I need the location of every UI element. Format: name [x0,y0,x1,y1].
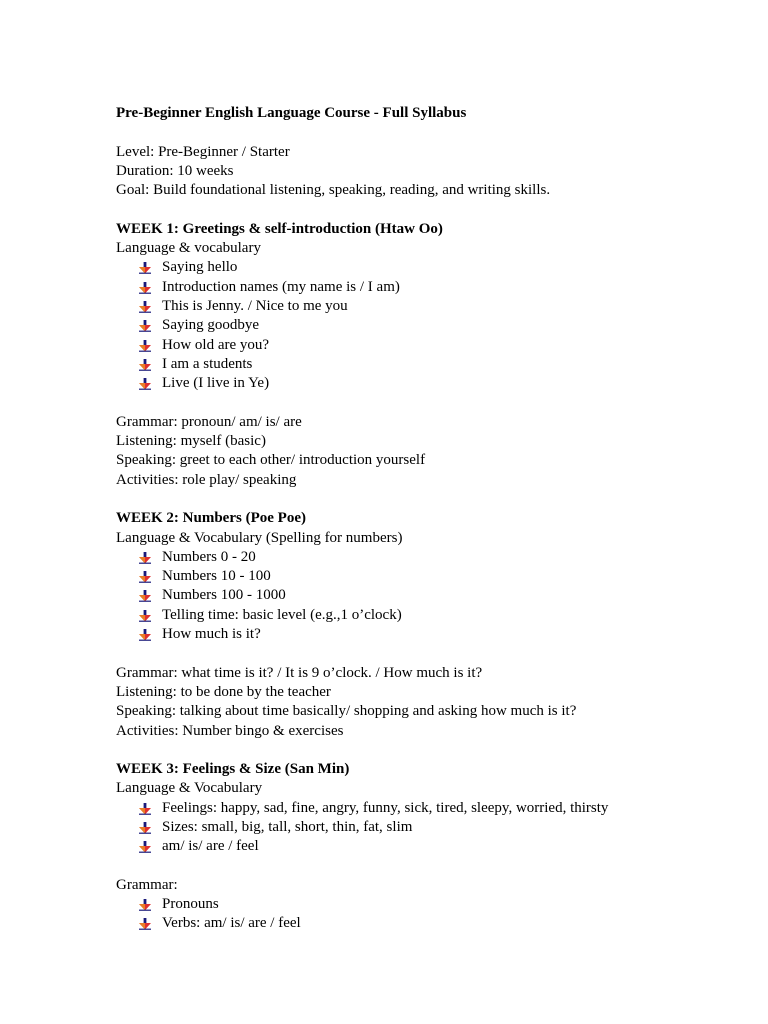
list-item-text: Pronouns [162,896,219,913]
list-item-text: Numbers 100 - 1000 [162,587,286,604]
down-arrow-bullet-icon [139,340,151,352]
list-item [116,278,736,297]
level-line: Level: Pre-Beginner / Starter [116,143,290,160]
list-item-text: Verbs: am/ is/ are / feel [162,915,301,932]
list-item [116,374,736,393]
down-arrow-bullet-icon [139,590,151,602]
week1-bullet-list [116,258,736,393]
document-page [116,104,736,934]
list-item [116,837,736,856]
list-item [116,297,736,316]
list-item-text: Introduction names (my name is / I am) [162,278,400,295]
list-item [116,606,736,625]
week2-speaking: Speaking: talking about time basically/ shopping and asking how much is it? [116,703,577,720]
list-item-text: Numbers 10 - 100 [162,568,271,585]
down-arrow-bullet-icon [139,918,151,930]
week3-bullet-list [116,799,736,857]
list-item [116,818,736,837]
down-arrow-bullet-icon [139,610,151,622]
week2-listening: Listening: to be done by the teacher [116,683,331,700]
down-arrow-bullet-icon [139,803,151,815]
week3-grammar-label: Grammar: [116,876,178,893]
week2-heading: WEEK 2: Numbers (Poe Poe) [116,510,306,527]
week3-vocab-label: Language & Vocabulary [116,780,263,797]
list-item-text: I am a students [162,355,253,372]
list-item [116,316,736,335]
down-arrow-bullet-icon [139,899,151,911]
down-arrow-bullet-icon [139,552,151,564]
down-arrow-bullet-icon [139,571,151,583]
down-arrow-bullet-icon [139,262,151,274]
goal-line: Goal: Build foundational listening, speaking, reading, and writing skills. [116,182,551,199]
down-arrow-bullet-icon [139,320,151,332]
week1-grammar: Grammar: pronoun/ am/ is/ are [116,413,302,430]
week1-vocab-label: Language & vocabulary [116,240,261,257]
spacer [116,857,736,876]
duration-line: Duration: 10 weeks [116,162,234,179]
week2-bullet-list [116,548,736,644]
list-item [116,355,736,374]
down-arrow-bullet-icon [139,301,151,313]
list-item-text: Feelings: happy, sad, fine, angry, funny, sick, tired, sleepy, worried, thirsty [162,799,609,816]
week1-activities: Activities: role play/ speaking [116,471,297,488]
spacer [116,490,736,509]
week1-listening: Listening: myself (basic) [116,433,266,450]
list-item [116,914,736,933]
down-arrow-bullet-icon [139,359,151,371]
list-item [116,586,736,605]
down-arrow-bullet-icon [139,841,151,853]
list-item [116,336,736,355]
down-arrow-bullet-icon [139,378,151,390]
list-item-text: This is Jenny. / Nice to me you [162,297,348,314]
list-item-text: Live (I live in Ye) [162,375,270,392]
week2-activities: Activities: Number bingo & exercises [116,722,344,739]
list-item-text: Telling time: basic level (e.g.,1 o’clock) [162,606,402,623]
list-item [116,567,736,586]
document-title: Pre-Beginner English Language Course - Full Syllabus [116,105,467,121]
list-item [116,625,736,644]
week1-speaking: Speaking: greet to each other/ introduction yourself [116,452,426,469]
list-item-text: Saying goodbye [162,317,260,334]
down-arrow-bullet-icon [139,629,151,641]
down-arrow-bullet-icon [139,282,151,294]
down-arrow-bullet-icon [139,822,151,834]
list-item-text: am/ is/ are / feel [162,838,259,855]
list-item-text: How much is it? [162,626,261,643]
week1-heading: WEEK 1: Greetings & self-introduction (Htaw Oo) [116,220,443,237]
week2-vocab-label: Language & Vocabulary (Spelling for numbers) [116,529,403,546]
spacer [116,393,736,412]
spacer [116,644,736,663]
list-item-text: How old are you? [162,336,270,353]
list-item [116,548,736,567]
list-item [116,895,736,914]
list-item-text: Saying hello [162,259,238,276]
spacer [116,123,736,142]
list-item-text: Numbers 0 - 20 [162,548,256,565]
spacer [116,741,736,760]
list-item [116,799,736,818]
week3-grammar-list [116,895,736,934]
week2-grammar: Grammar: what time is it? / It is 9 o’clock. / How much is it? [116,664,483,681]
spacer [116,200,736,219]
list-item-text: Sizes: small, big, tall, short, thin, fat, slim [162,818,413,835]
week3-heading: WEEK 3: Feelings & Size (San Min) [116,761,350,778]
list-item [116,258,736,277]
